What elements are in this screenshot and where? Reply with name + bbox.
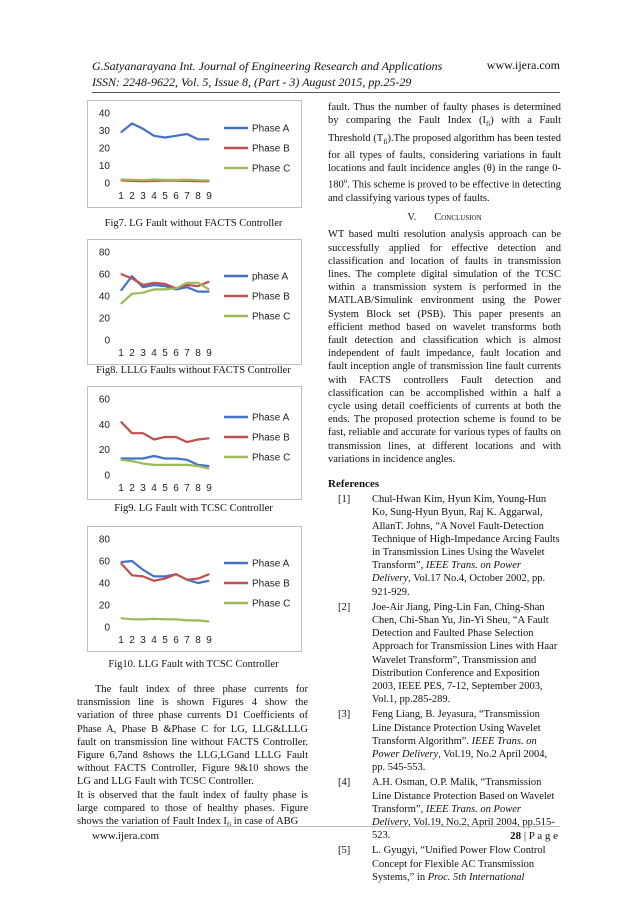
- header-rule: [92, 92, 560, 93]
- data-point: [131, 293, 132, 294]
- y-tick-label: 10: [98, 161, 110, 172]
- y-tick-label: 60: [98, 556, 110, 568]
- data-point: [197, 139, 198, 140]
- data-point: [142, 569, 143, 570]
- data-point: [153, 179, 154, 180]
- data-point: [120, 618, 121, 619]
- data-point: [208, 468, 209, 469]
- data-point: [153, 439, 154, 440]
- data-point: [208, 281, 209, 282]
- data-point: [131, 433, 132, 434]
- left-column-body: [77, 683, 308, 832]
- x-tick-label: 7: [184, 191, 190, 202]
- data-point: [175, 179, 176, 180]
- y-tick-label: 40: [98, 578, 110, 590]
- y-tick-label: 40: [98, 291, 110, 303]
- data-point: [164, 619, 165, 620]
- data-point: [131, 460, 132, 461]
- fault-threshold-paragraph: fault. Thus the number of faulty phases is determined by comparing the Fault Index $(I_{fi})$ with a Fault Threshold $(T_{fi}).The$ proposed algorithm has been tested for all types of faults, considering variations in fault locations and fault incidence angles (θ) in the range 0-180$^o$. This scheme is proved to be effective in detecting and classifying various types of faults.: [328, 102, 561, 204]
- data-point: [164, 179, 165, 180]
- legend-label: Phase A: [252, 412, 290, 424]
- x-tick-label: 7: [184, 635, 190, 646]
- reference-item: [328, 493, 561, 599]
- x-tick-label: 7: [184, 483, 190, 494]
- legend-label: Phase B: [252, 291, 290, 303]
- data-point: [208, 466, 209, 467]
- data-point: [164, 286, 165, 287]
- data-point: [186, 179, 187, 180]
- reference-number: [5]: [338, 845, 351, 857]
- data-point: [175, 436, 176, 437]
- x-tick-label: 6: [173, 483, 179, 494]
- data-point: [208, 289, 209, 290]
- data-point: [142, 128, 143, 129]
- data-point: [153, 576, 154, 577]
- data-point: [142, 619, 143, 620]
- data-point: [142, 292, 143, 293]
- data-point: [142, 458, 143, 459]
- reference-item: [328, 708, 561, 774]
- x-tick-label: 6: [173, 191, 179, 202]
- data-point: [197, 466, 198, 467]
- data-point: [142, 463, 143, 464]
- data-point: [175, 574, 176, 575]
- legend-label: phase A: [252, 271, 289, 283]
- x-tick-label: 6: [173, 348, 179, 359]
- reference-text: Chul-Hwan Kim, Hyun Kim, Young-Hun Ko, Sung-Hyun Byun, Raj K. Aggarwal, AllanT. Johns, “A Novel Fault-Detection Technique of High-Impedance Arcing Faults in Transmission Lines Using the Wavelet Transform”, IEEE Trans. on Power Delivery, Vol.17 No.4, October 2002, pp. 921-929.: [372, 494, 560, 598]
- fig9-caption: Fig9. LG Fault with TCSC Controller: [114, 503, 273, 514]
- fig7-chart: [87, 100, 302, 208]
- legend-label: Phase C: [252, 598, 291, 610]
- data-point: [153, 282, 154, 283]
- fig8-chart: [87, 239, 302, 365]
- data-point: [131, 458, 132, 459]
- data-point: [164, 289, 165, 290]
- data-point: [131, 276, 132, 277]
- data-point: [186, 441, 187, 442]
- footer-website: www.ijera.com: [92, 830, 160, 842]
- journal-website: www.ijera.com: [486, 58, 560, 72]
- x-tick-label: 2: [129, 635, 135, 646]
- y-tick-label: 20: [98, 143, 110, 155]
- x-tick-label: 7: [184, 348, 190, 359]
- data-point: [120, 459, 121, 460]
- data-point: [197, 286, 198, 287]
- y-tick-label: 0: [104, 470, 110, 482]
- fault-index-paragraph: The fault index of three phase currents for transmission line is shown Figures 4 show the variation of three phase currents D1 Coefficients of Phase A, Phase B &Phase C for LG, LLG&LLLG fault on transmission line without FACTS Controller. Figure 6,7and 8shows the LLG,LGand LLLG Fault without FACTS Controller, Figure 9&10 shows the LG and LLG Fault with TCSC Controller.: [77, 684, 308, 788]
- reference-number: [2]: [338, 601, 351, 613]
- legend-label: Phase C: [252, 452, 291, 464]
- data-point: [153, 289, 154, 290]
- data-point: [197, 282, 198, 283]
- footer-bar: [92, 826, 560, 849]
- y-tick-label: 80: [98, 247, 110, 259]
- x-tick-label: 8: [195, 348, 201, 359]
- x-tick-label: 9: [206, 635, 212, 646]
- conclusion-paragraph: WT based multi resolution analysis approach can be successfully applied for effective detection and classification and location of faults in transmission lines. The complete digital simulation of the TCSC within a transmission system is performed in the MATLAB/Simulink environment using the Power System Block set (PSB). This paper presents an efficient method based on wavelet transforms both fault detection and classification which is almost independent of fault impedance, fault location and fault inception angle of transmission line fault currents with FACTS controllers Fault detection and classification can be accomplished within a half a cycle using detail coefficients of currents at both the ends. The proposed protection scheme is found to be fast, reliable and accurate for various types of faults on transmission lines, at different locations and with variations in incidence angles.: [328, 229, 561, 465]
- x-tick-label: 5: [162, 635, 168, 646]
- data-point: [197, 439, 198, 440]
- x-tick-label: 3: [140, 191, 146, 202]
- data-point: [197, 578, 198, 579]
- data-point: [120, 132, 121, 133]
- reference-text: Feng Liang, B. Jeyasura, “Transmission Line Distance Protection Using Wavelet Transform Algorithm”. IEEE Trans. on Power Delivery, Vol.19, No.2 April 2004, pp. 545-553.: [372, 709, 548, 774]
- data-point: [142, 287, 143, 288]
- fig9-chart: [87, 386, 302, 500]
- data-point: [142, 180, 143, 181]
- series-line: [121, 422, 209, 442]
- reference-item: [328, 844, 561, 884]
- fig7-chart-svg: [88, 101, 301, 207]
- data-point: [186, 284, 187, 285]
- legend-label: Phase A: [252, 558, 290, 570]
- x-tick-label: 1: [118, 191, 124, 202]
- data-point: [197, 291, 198, 292]
- data-point: [186, 282, 187, 283]
- y-tick-label: 0: [104, 622, 110, 634]
- y-tick-label: 30: [98, 126, 110, 137]
- x-tick-label: 6: [173, 635, 179, 646]
- data-point: [142, 576, 143, 577]
- x-tick-label: 9: [206, 483, 212, 494]
- x-tick-label: 1: [118, 348, 124, 359]
- data-point: [175, 135, 176, 136]
- x-tick-label: 4: [151, 348, 157, 359]
- fig10-chart-svg: [88, 527, 301, 651]
- y-tick-label: 20: [98, 313, 110, 325]
- data-point: [153, 284, 154, 285]
- conclusion-heading: V. Conclusion: [407, 212, 482, 224]
- x-tick-label: 3: [140, 483, 146, 494]
- reference-number: [1]: [338, 494, 351, 506]
- fig8-caption: Fig8. LLLG Faults without FACTS Controller: [96, 365, 291, 376]
- data-point: [175, 464, 176, 465]
- reference-journal: Proc. 5th International: [427, 871, 525, 883]
- data-point: [153, 618, 154, 619]
- reference-item: [328, 601, 561, 707]
- reference-journal: IEEE Trans. on Power Delivery: [372, 803, 521, 829]
- y-tick-label: 60: [98, 394, 110, 406]
- x-tick-label: 3: [140, 348, 146, 359]
- data-point: [186, 620, 187, 621]
- x-tick-label: 8: [195, 635, 201, 646]
- data-point: [142, 433, 143, 434]
- data-point: [197, 582, 198, 583]
- reference-journal: IEEE Trans. on Power Delivery: [372, 560, 521, 585]
- data-point: [186, 287, 187, 288]
- x-tick-label: 9: [206, 191, 212, 202]
- data-point: [131, 575, 132, 576]
- data-point: [164, 283, 165, 284]
- data-point: [120, 303, 121, 304]
- data-point: [175, 288, 176, 289]
- legend-label: Phase B: [252, 432, 290, 444]
- data-point: [175, 619, 176, 620]
- legend-label: Phase C: [252, 163, 291, 175]
- data-point: [208, 291, 209, 292]
- y-tick-label: 40: [98, 419, 110, 431]
- journal-header: [92, 58, 442, 90]
- data-point: [186, 459, 187, 460]
- data-point: [131, 278, 132, 279]
- reference-number: [4]: [338, 777, 351, 789]
- y-tick-label: 60: [98, 269, 110, 281]
- journal-title-line: G.Satyanarayana Int. Journal of Engineering Research and Applications: [92, 59, 443, 73]
- reference-text: A.H. Osman, O.P. Malik, “Transmission Line Distance Protection Based on Wavelet Transform”, IEEE Trans. on Power Delivery, Vol.19, No.2, April 2004, pp.515-523.: [372, 777, 555, 842]
- data-point: [120, 273, 121, 274]
- data-point: [153, 464, 154, 465]
- data-point: [131, 560, 132, 561]
- fig9-chart-svg: [88, 387, 301, 499]
- fault-observation-paragraph: It is observed that the fault index of faulty phase is large compared to those of healthy phases. Figure shows the variation of Fault Index $I_{fi}$ in case of ABG: [77, 789, 308, 830]
- footer-page-number: 28 | P a g e: [510, 830, 558, 842]
- y-tick-label: 80: [98, 534, 110, 546]
- data-point: [208, 139, 209, 140]
- journal-issn-line: ISSN: 2248-9622, Vol. 5, Issue 8, (Part - 3) August 2015, pp.25-29: [92, 75, 412, 89]
- legend-label: Phase A: [252, 123, 290, 135]
- y-tick-label: 0: [104, 178, 110, 190]
- reference-number: [3]: [338, 709, 351, 721]
- x-tick-label: 5: [162, 348, 168, 359]
- data-point: [208, 574, 209, 575]
- data-point: [164, 458, 165, 459]
- data-point: [164, 578, 165, 579]
- references-heading: References: [328, 477, 380, 490]
- x-tick-label: 4: [151, 635, 157, 646]
- data-point: [197, 620, 198, 621]
- data-point: [131, 123, 132, 124]
- reference-journal: IEEE Trans. on Power Delivery: [372, 735, 537, 761]
- legend-label: Phase B: [252, 143, 290, 155]
- x-tick-label: 2: [129, 483, 135, 494]
- x-tick-label: 1: [118, 483, 124, 494]
- y-tick-label: 40: [98, 108, 110, 120]
- reference-text: Joe-Air Jiang, Ping-Lin Fan, Ching-Shan Chen, Chi-Shan Yu, Jin-Yi Sheu, “A Fault Detection and Faulted Phase Selection Approach for Transmission Lines with Haar Wavelet Transform”, Transmission and Distribution Conference and Exposition 2003, IEEE PES, 7-12, September 2003, Vol.1, pp.285-289.: [372, 601, 558, 706]
- data-point: [186, 133, 187, 134]
- data-point: [197, 180, 198, 181]
- x-tick-label: 8: [195, 191, 201, 202]
- data-point: [120, 563, 121, 564]
- x-tick-label: 2: [129, 348, 135, 359]
- data-point: [120, 290, 121, 291]
- x-tick-label: 5: [162, 483, 168, 494]
- data-point: [208, 621, 209, 622]
- x-tick-label: 2: [129, 191, 135, 202]
- x-tick-label: 1: [118, 635, 124, 646]
- data-point: [153, 580, 154, 581]
- data-point: [208, 180, 209, 181]
- x-tick-label: 3: [140, 635, 146, 646]
- data-point: [164, 436, 165, 437]
- data-point: [120, 421, 121, 422]
- x-tick-label: 8: [195, 483, 201, 494]
- data-point: [131, 619, 132, 620]
- data-point: [164, 137, 165, 138]
- data-point: [208, 438, 209, 439]
- x-tick-label: 4: [151, 483, 157, 494]
- x-tick-label: 9: [206, 348, 212, 359]
- reference-text: L. Gyugyi, “Unified Power Flow Control Concept for Flexible AC Transmission Systems,” in Proc. 5th International: [372, 845, 546, 883]
- data-point: [142, 284, 143, 285]
- fig10-chart: [87, 526, 302, 652]
- fig7-caption: Fig7. LG Fault without FACTS Controller: [104, 218, 283, 229]
- legend-label: Phase C: [252, 311, 291, 323]
- data-point: [131, 179, 132, 180]
- y-tick-label: 20: [98, 445, 110, 457]
- data-point: [120, 179, 121, 180]
- data-point: [186, 579, 187, 580]
- y-tick-label: 0: [104, 335, 110, 347]
- data-point: [120, 562, 121, 563]
- data-point: [175, 458, 176, 459]
- data-point: [153, 135, 154, 136]
- legend-label: Phase B: [252, 578, 290, 590]
- data-point: [186, 464, 187, 465]
- y-tick-label: 20: [98, 600, 110, 612]
- fig10-caption: Fig10. LLG Fault with TCSC Controller: [108, 659, 279, 670]
- fig8-chart-svg: [88, 240, 301, 364]
- x-tick-label: 5: [162, 191, 168, 202]
- data-point: [153, 455, 154, 456]
- right-column-body: [328, 101, 561, 886]
- data-point: [164, 576, 165, 577]
- data-point: [164, 464, 165, 465]
- data-point: [208, 580, 209, 581]
- x-tick-label: 4: [151, 191, 157, 202]
